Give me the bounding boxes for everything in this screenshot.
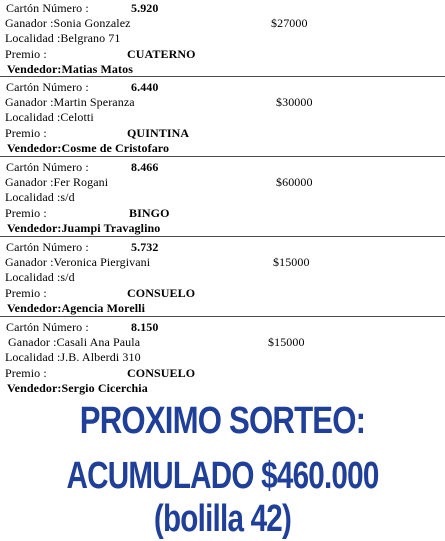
premio-value: QUINTINA [127, 126, 190, 140]
ganador-text: Ganador :Sonia Gonzalez [5, 16, 131, 30]
vendedor-text: Vendedor:Cosme de Cristofaro [7, 141, 170, 155]
carton-label: Cartón Número : [6, 240, 89, 254]
carton-number: 5.920 [131, 1, 159, 15]
ganador-text: Ganador :Casali Ana Paula [8, 335, 141, 349]
premio-value: CONSUELO [127, 286, 196, 300]
prize-amount: $60000 [276, 175, 313, 189]
carton-number: 8.466 [131, 160, 159, 174]
winner-card [0, 77, 445, 157]
prize-amount: $15000 [273, 255, 310, 269]
carton-number: 6.440 [131, 80, 159, 94]
ganador-text: Ganador :Martin Speranza [5, 95, 135, 109]
winner-card [0, 0, 445, 77]
localidad-text: Localidad :Belgrano 71 [5, 31, 121, 45]
carton-number: 8.150 [131, 320, 159, 334]
ganador-text: Ganador :Veronica Piergivani [5, 255, 151, 269]
premio-label: Premio : [5, 47, 47, 61]
localidad-text: Localidad :s/d [5, 190, 75, 204]
winner-card [0, 237, 445, 317]
winner-card [0, 317, 445, 397]
ganador-text: Ganador :Fer Rogani [5, 175, 109, 189]
prize-amount: $27000 [271, 16, 308, 30]
prize-amount: $15000 [268, 335, 305, 349]
vendedor-text: Vendedor:Matias Matos [7, 62, 133, 76]
carton-label: Cartón Número : [6, 160, 89, 174]
carton-label: Cartón Número : [6, 80, 89, 94]
premio-label: Premio : [5, 366, 47, 380]
winner-card [0, 157, 445, 237]
premio-label: Premio : [5, 286, 47, 300]
premio-label: Premio : [5, 206, 47, 220]
localidad-text: Localidad :J.B. Alberdi 310 [5, 350, 141, 364]
jackpot-text: ACUMULADO $460.000 (bolilla 42) [66, 455, 379, 540]
carton-label: Cartón Número : [6, 1, 89, 15]
premio-value: CONSUELO [127, 366, 196, 380]
prize-amount: $30000 [276, 95, 313, 109]
vendedor-text: Vendedor:Agencia Morelli [7, 301, 146, 315]
premio-value: BINGO [129, 206, 170, 220]
premio-label: Premio : [5, 126, 47, 140]
localidad-text: Localidad :s/d [5, 270, 75, 284]
localidad-text: Localidad :Celotti [5, 110, 94, 124]
vendedor-text: Vendedor:Juampi Travaglino [7, 221, 161, 235]
vendedor-text: Vendedor:Sergio Cicerchia [7, 381, 148, 395]
next-draw-heading: PROXIMO SORTEO: [79, 400, 366, 442]
premio-value: CUATERNO [127, 47, 196, 61]
carton-number: 5.732 [131, 240, 159, 254]
carton-label: Cartón Número : [6, 320, 89, 334]
